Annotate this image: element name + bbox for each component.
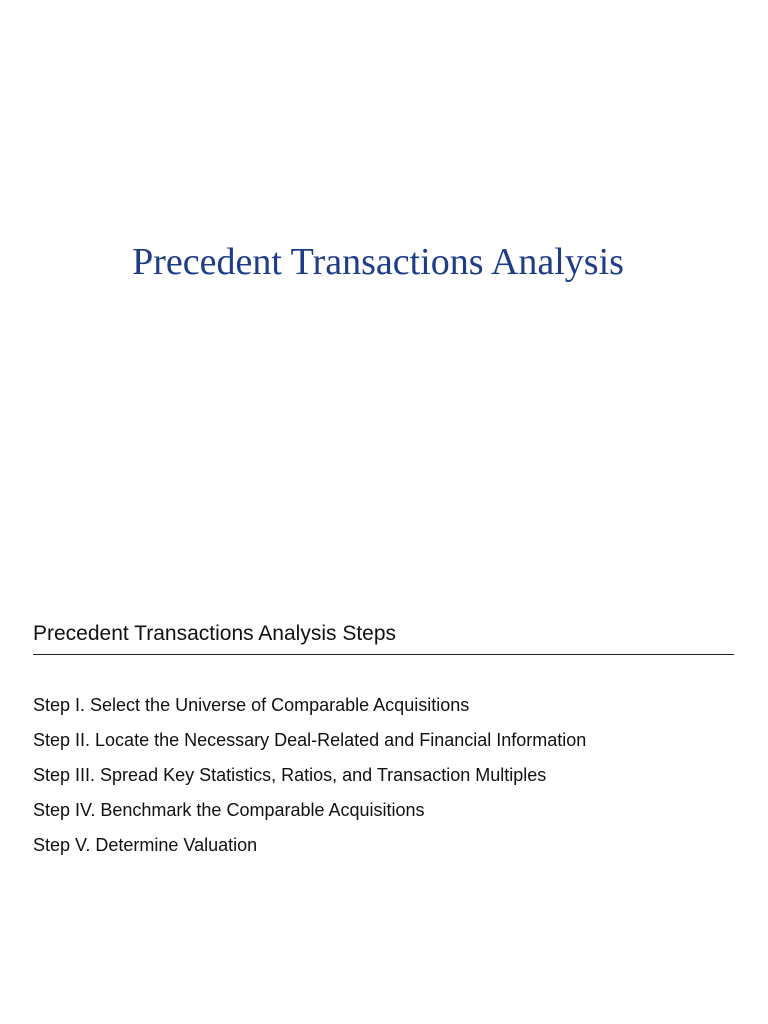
steps-list (33, 692, 586, 867)
heading-divider (33, 654, 734, 655)
step-item-4: Step IV. Benchmark the Comparable Acquisitions (33, 800, 425, 820)
step-item-1: Step I. Select the Universe of Comparable Acquisitions (33, 695, 470, 715)
section-heading: Precedent Transactions Analysis Steps (33, 622, 397, 645)
step-item-5: Step V. Determine Valuation (33, 835, 258, 855)
step-item-3: Step III. Spread Key Statistics, Ratios, and Transaction Multiples (33, 765, 547, 785)
step-item-2: Step II. Locate the Necessary Deal-Related and Financial Information (33, 730, 587, 750)
page-title: Precedent Transactions Analysis (132, 241, 624, 283)
